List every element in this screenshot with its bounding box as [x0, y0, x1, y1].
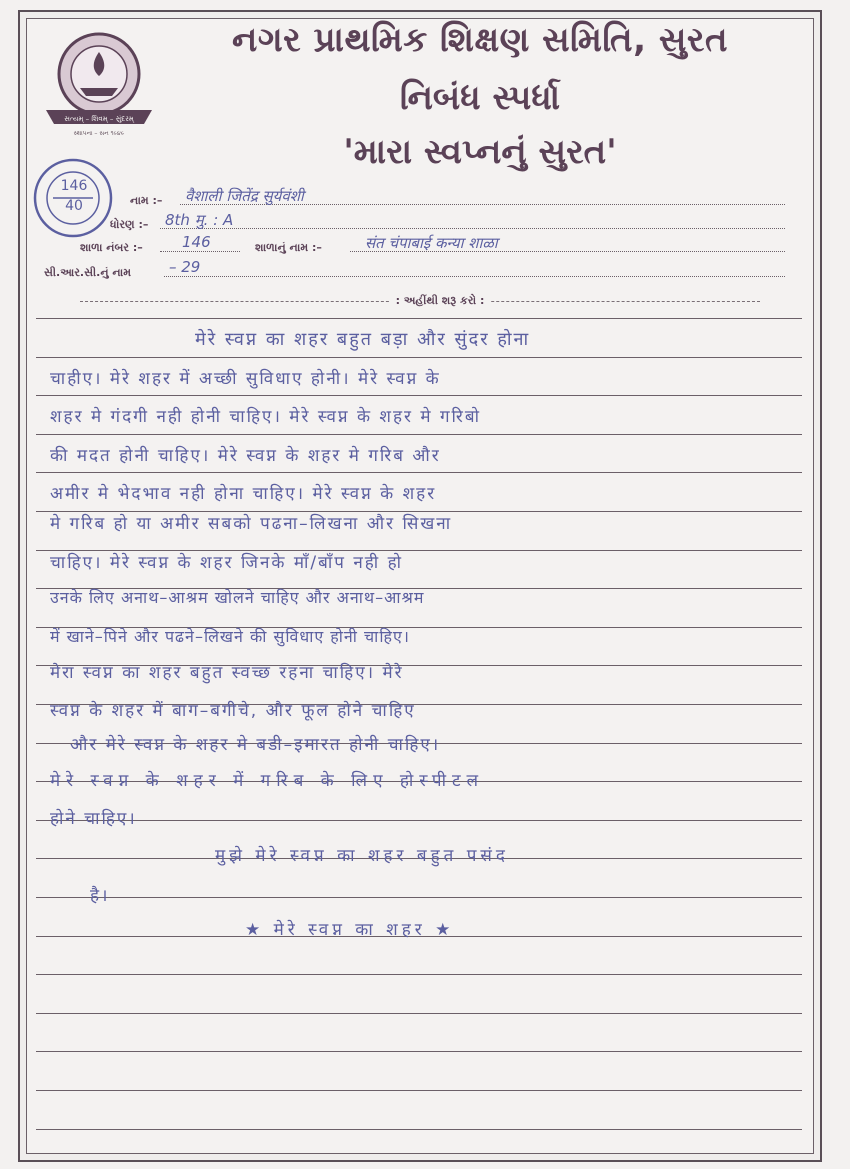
standard-value: 8th मु. : A [165, 211, 234, 229]
essay-line: चाहीए। मेरे शहर में अच्छी सुविधाए होनी। मेरे स्वप्न के [50, 369, 441, 389]
name-field [130, 187, 790, 212]
event-title: નિબંધ સ્પર્ધા [399, 78, 561, 118]
organization-logo [40, 30, 158, 130]
ruled-line [36, 395, 802, 396]
standard-label: ધોરણ :– [110, 218, 149, 231]
name-label: નામ :– [130, 194, 163, 207]
ruled-line [36, 357, 802, 358]
school-name-value: संत चंपाबाई कन्या शाळा [365, 234, 498, 252]
essay-line: मे गरिब हो या अमीर सबको पढना–लिखना और सिखना [50, 514, 453, 534]
stamp-number-top: 146 [60, 178, 88, 194]
ruled-line [36, 1051, 802, 1052]
ruled-line [36, 434, 802, 435]
essay-line: शहर मे गंदगी नही होनी चाहिए। मेरे स्वप्न के शहर मे गरिबो [50, 407, 481, 427]
school-number-value: 146 [182, 233, 211, 251]
essay-line: चाहिए। मेरे स्वप्न के शहर जिनके माँ/बाँप नही हो [50, 553, 404, 573]
essay-theme: 'મારા સ્વપ્નનું સુરત' [343, 132, 617, 172]
logo-motto: સત્યમ્ – શિવમ્ – સુંદરમ્ [64, 115, 134, 123]
essay-line: स्वप्न के शहर में बाग–बगीचे, और फूल होने चाहिए [50, 701, 416, 721]
stamp-number-bottom: 40 [65, 198, 83, 214]
crc-field [44, 258, 790, 284]
name-value: वैशाली जितेंद्र सुर्यवंशी [185, 187, 304, 205]
essay-line: उनके लिए अनाथ–आश्रम खोलने चाहिए और अनाथ–आश्रम [50, 588, 425, 607]
essay-line: ★ मेरे स्वप्न का शहर ★ [245, 920, 455, 940]
crc-value: – 29 [169, 258, 201, 276]
organization-title: નગર પ્રાથમિક શિક્ષણ સમિતિ, સુરત [231, 20, 728, 60]
essay-line: में खाने–पिने और पढने–लिखने की सुविधाए होनी चाहिए। [50, 627, 410, 646]
ruled-line [36, 820, 802, 821]
ruled-line [36, 472, 802, 473]
essay-line: और मेरे स्वप्न के शहर मे बडी–इमारत होनी चाहिए। [70, 735, 441, 755]
ruled-line [36, 1129, 802, 1130]
logo-caption: સ્થાપના – સન ૧૯૪૯ [73, 130, 125, 137]
essay-line: अमीर मे भेदभाव नही होना चाहिए। मेरे स्वप्न के शहर [50, 484, 437, 504]
ruled-line [36, 974, 802, 975]
ruled-line [36, 1090, 802, 1091]
ruled-line [36, 1013, 802, 1014]
crc-label: સી.આર.સી.નું નામ [44, 266, 132, 279]
ruled-line [36, 897, 802, 898]
ruled-line [36, 318, 802, 319]
essay-line: मेरे स्वप्न के शहर में गरिब के लिए होस्पीटल [50, 771, 485, 791]
essay-line: होने चाहिए। [50, 809, 137, 829]
essay-line: मेरे स्वप्न का शहर बहुत बड़ा और सुंदर होना [195, 329, 531, 350]
school-field [80, 233, 790, 259]
school-name-label: શાળાનું નામ :– [255, 241, 322, 254]
essay-line: मुझे मेरे स्वप्न का शहर बहुत पसंद [215, 846, 509, 866]
essay-line: मेरा स्वप्न का शहर बहुत स्वच्छ रहना चाहिए। मेरे [50, 663, 404, 683]
essay-line: है। [90, 886, 110, 906]
school-number-label: શાળા નંબર :– [80, 241, 143, 254]
start-here-label: : અહીંથી શરૂ કરો : [80, 294, 800, 308]
essay-line: की मदत होनी चाहिए। मेरे स्वप्न के शहर मे गरिब और [50, 446, 441, 466]
